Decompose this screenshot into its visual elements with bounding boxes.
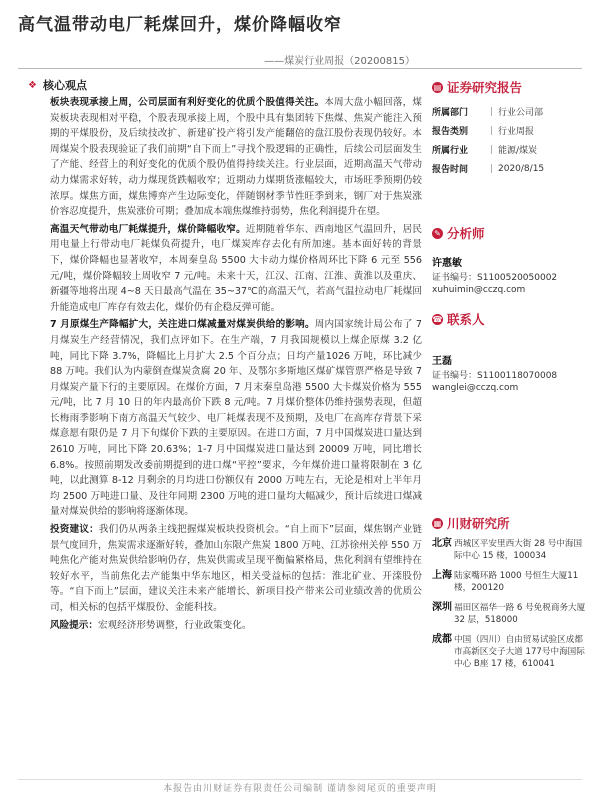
research-heading xyxy=(432,514,588,532)
section-5-body: 宏观经济形势调整，行业政策变化。 xyxy=(97,619,252,631)
info-key: 所属行业 xyxy=(432,146,469,156)
info-row-dept xyxy=(432,102,588,121)
office-address: 中国（四川）自由贸易试验区成都市高新区交子大道 177号中海国际中心 B座 17 楼，610041 xyxy=(454,635,585,669)
core-heading-label: 核心观点 xyxy=(42,79,87,92)
analyst-icon: ✎ xyxy=(432,228,443,239)
info-row-industry xyxy=(432,140,588,159)
office-shanghai xyxy=(432,570,588,594)
contact-name: 王磊 xyxy=(432,356,452,367)
contact-cert: 证书编号：S1100118070008 xyxy=(432,371,558,381)
contact-block xyxy=(432,356,588,394)
office-shenzhen xyxy=(432,602,588,626)
info-value: 行业公司部 xyxy=(498,108,544,118)
report-icon: ▤ xyxy=(433,82,442,92)
info-value: 行业周报 xyxy=(498,127,535,137)
section-3-body: 周内国家统计局公布了 7 月煤炭生产经营情况，我们点评如下。在生产端，7 月我国规模以上煤企原煤 3.2 亿吨，同比下降 3.7%，降幅比上月扩大 2.5 个百分点；日均产量1026 万吨，环比减少 88 万吨。我们认为内蒙倒查煤炭贪腐 20 年、及鄂尔多斯地区煤矿煤管票严格是导致 7 月煤炭产量下行的主要原因。在煤价方面，7 月末秦皇岛港 5500 大卡煤炭价格为 555 元/吨，比 7 月 10 日的年内最高价下跌 8 元/吨。7 月煤价整体仍维持强势表现，但超长梅雨季影响下南方高温天气较少、电厂耗煤表现不及预期，及电厂在高库存背景下采煤意愿有限仍是 7 月下旬煤价下跌的主要原因。在进口方面，7 月中国煤炭进口量达到 2610 万吨，同比下降 20.63%；1-7 月中国煤炭进口量达到 20009 万吨，同比增长 6.8%。按照前期发改委前期提到的进口煤“平控”要求，今年煤价进口量将限制在 3 亿吨，以此测算 8-12 月剩余的月均进口份额仅有 2000 万吨左右，无论是相对上半年月均 2500 万吨进口量、及往年同期 2300 万吨的进口量均大幅减少，预计后续进口煤减量对煤炭供给的影响将逐渐体现。 xyxy=(50,319,422,518)
contact-email[interactable]: wanglei@cczq.com xyxy=(432,383,519,393)
section-1 xyxy=(50,95,422,220)
footer-divider xyxy=(18,779,582,780)
analyst-heading xyxy=(432,224,588,242)
report-heading xyxy=(432,78,588,96)
info-separator: | xyxy=(490,106,494,117)
office-chengdu xyxy=(432,634,588,670)
report-title: 高气温带动电厂耗煤回升，煤价降幅收窄 xyxy=(18,15,342,35)
footer-disclaimer: 本报告由川财证券有限责任公司编制 谨请参阅尾页的重要声明 xyxy=(163,784,437,794)
info-row-date xyxy=(432,159,588,178)
section-4 xyxy=(50,522,422,616)
section-4-body: 我们仍从两条主线把握煤炭板块投资机会。“自上而下”层面，煤焦钢产业链景气度回升，焦炭需求逐渐好转，叠加山东限产焦炭 1800 万吨、江苏徐州关停 550 万吨焦化产能对焦炭供给影响仍存，焦炭供需或呈现平衡偏紧格局，焦化利润有望维持在较好水平，当前焦化去产能集中华东地区，相关受益标的包括：淮北矿业、开滦股份等。“自下而上”层面，建议关注未来产能增长、新项目投产带来公司业绩改善的优质公司，相关标的包括平煤股份、金能科技。 xyxy=(50,524,422,613)
section-5 xyxy=(50,618,422,634)
office-address: 陆家嘴环路 1000 号恒生大厦11 楼，200120 xyxy=(454,571,579,593)
building-icon: ▦ xyxy=(433,518,442,528)
info-separator: | xyxy=(490,125,494,136)
info-separator: | xyxy=(490,144,494,155)
section-2-lead: 高温天气带动电厂耗煤提升，煤价降幅收窄。 xyxy=(50,223,246,235)
contact-icon: ☎ xyxy=(432,314,443,324)
office-city: 上海 xyxy=(432,570,452,581)
section-1-body: 本周大盘小幅回落，煤炭板块表现相对平稳，个股表现承接上周，个股中具有集团转下焦煤、焦炭产能注入预期的平煤股份，及后续技改扩、新建矿投产将引发产能翻倍的盘江股份表现仍较好。本周煤炭个股表现验证了我们前期“自下而上”寻找个股逻辑的正确性，后续公司层面发生了产能、经营上的利好变化的优质个股仍值得持续关注。行业层面，近期高温天气带动动力煤需求好转，动力煤现货跌幅收窄；近期动力煤期货涨幅较大，市场旺季预期仍较浓厚。煤焦方面，煤焦博弈产生边际变化，伴随钢材季节性旺季到来，钢厂对于焦炭涨价容忍度提升，焦炭涨价可期；叠加成本端焦煤维持弱势，焦化利润提升在望。 xyxy=(50,97,423,218)
info-value: 2020/8/15 xyxy=(498,163,545,174)
office-city: 深圳 xyxy=(432,602,452,613)
report-heading-label: 证券研究报告 xyxy=(447,80,523,95)
info-key: 报告类别 xyxy=(432,127,469,137)
info-value: 能源/煤炭 xyxy=(498,146,538,156)
office-address: 福田区福华一路 6 号免税商务大厦 32 层，518000 xyxy=(454,603,586,625)
section-4-lead: 投资建议： xyxy=(50,524,99,536)
info-key: 报告时间 xyxy=(432,165,469,175)
info-key: 所属部门 xyxy=(432,108,469,118)
report-subtitle: ——煤炭行业周报（20200815） xyxy=(264,56,415,67)
section-3-lead: 7 月原煤生产降幅扩大，关注进口煤减量对煤炭供给的影响。 xyxy=(50,319,315,331)
office-city: 北京 xyxy=(432,538,452,549)
info-row-type xyxy=(432,121,588,140)
analyst-heading-label: 分析师 xyxy=(447,226,485,241)
info-separator: | xyxy=(490,163,494,174)
section-1-lead: 板块表现承接上周，公司层面有利好变化的优质个股值得关注。 xyxy=(50,97,325,108)
research-heading-label: 川财研究所 xyxy=(447,516,510,531)
analyst-name: 许惠敏 xyxy=(432,258,462,269)
office-city: 成都 xyxy=(432,634,452,645)
section-3 xyxy=(50,317,422,520)
diamond-icon: ❖ xyxy=(28,79,37,91)
contact-heading xyxy=(432,310,588,328)
section-5-lead: 风险提示： xyxy=(50,619,98,631)
core-heading xyxy=(28,78,422,92)
office-address: 西城区平安里西大街 28 号中海国际中心 15 楼，100034 xyxy=(454,539,583,561)
analyst-block xyxy=(432,258,588,296)
contact-heading-label: 联系人 xyxy=(447,312,485,327)
analyst-email[interactable]: xuhuimin@cczq.com xyxy=(432,285,526,295)
section-2-body: 近期随着华东、西南地区气温回升，居民用电量上行带动电厂耗煤负荷提升，电厂煤炭库存去化有所加速。基本面好转的背景下，煤价降幅也显著收窄，本周秦皇岛 5500 大卡动力煤价格周环比下降 6 元至 556 元/吨，煤价降幅较上周收窄 7 元/吨。未来十天，江汉、江南、江淮、黄淮以及重庆、新疆等地将出现 4~8 天日最高气温在 35~37℃的高温天气，若高气温拉动电厂耗煤回升能造成电厂库存有效去化，煤价仍有企稳反弹可能。 xyxy=(50,223,423,313)
office-beijing xyxy=(432,538,588,562)
analyst-cert: 证书编号：S1100520050002 xyxy=(432,273,558,283)
sidebar xyxy=(432,78,588,678)
section-2 xyxy=(50,222,422,316)
header-divider xyxy=(18,68,582,69)
main-content xyxy=(28,78,423,635)
